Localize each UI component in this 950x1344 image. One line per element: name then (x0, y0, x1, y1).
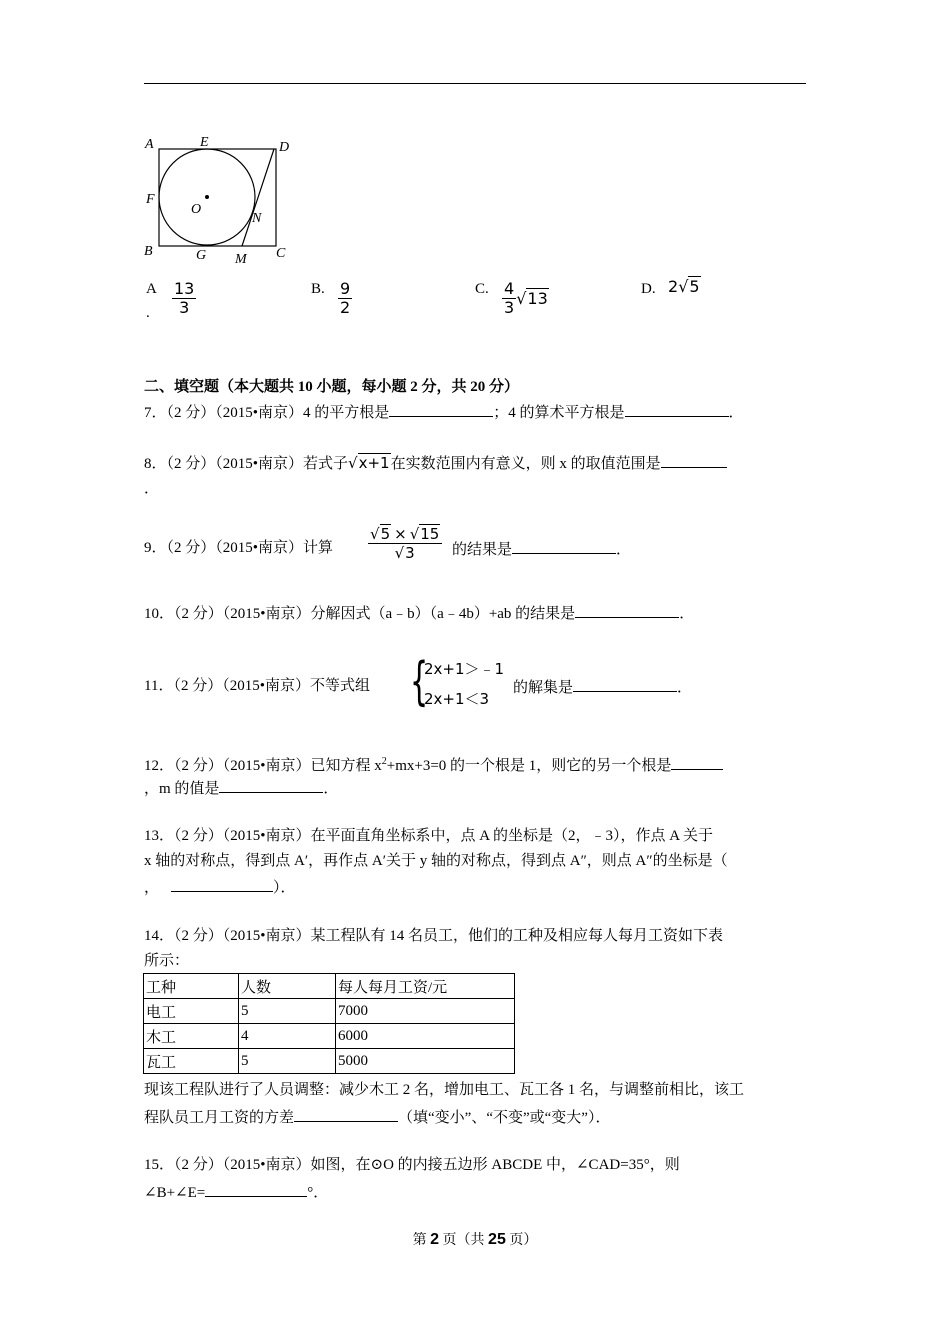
wage-table (143, 973, 515, 1074)
label-o: O (191, 202, 202, 217)
q9-text-b: 的结果是 (452, 542, 513, 558)
option-b[interactable] (311, 279, 325, 299)
table-cell: 7000 (336, 999, 515, 1024)
question-11 (144, 676, 370, 696)
footer-pre: 第 (412, 1233, 431, 1248)
q13-blank[interactable] (171, 876, 273, 892)
option-d-expr (668, 277, 701, 296)
label-e: E (200, 135, 209, 150)
q11-text-b: 的解集是 (513, 680, 574, 696)
table-header-row (144, 974, 515, 999)
q10-text-a: 10．（2 分）（2015•南京）分解因式（a﹣b）（a﹣4b）+ab 的结果是 (144, 606, 576, 622)
table-row (144, 1049, 515, 1074)
option-a-fraction (172, 280, 196, 317)
table-row (144, 999, 515, 1024)
q15-blank[interactable] (205, 1181, 307, 1197)
q12-sup: 2 (381, 756, 387, 767)
option-a-den: 3 (179, 298, 190, 317)
option-d[interactable] (641, 279, 656, 299)
q15-line2-b: °． (307, 1185, 329, 1201)
option-a-dot: . (146, 305, 150, 321)
option-b-letter: B. (311, 281, 325, 297)
footer-total-pages: 25 (488, 1231, 506, 1248)
q9-end: ． (616, 542, 632, 558)
option-c-num: 4 (504, 279, 515, 298)
q8-text-a: 8．（2 分）（2015•南京）若式子 (144, 456, 349, 472)
label-m: M (235, 252, 247, 267)
table-header: 工种 (144, 974, 239, 999)
option-a-num: 13 (174, 279, 195, 298)
table-cell: 5 (239, 1049, 336, 1074)
center-point-o (205, 195, 209, 199)
option-d-letter: D. (641, 281, 656, 297)
label-a: A (145, 137, 154, 152)
label-f: F (146, 192, 155, 207)
label-g: G (196, 248, 207, 263)
q11-rest (513, 676, 692, 698)
table-cell: 5000 (336, 1049, 515, 1074)
question-14-line1: 14．（2 分）（2015•南京）某工程队有 14 名员工，他们的工种及相应每人每月工资如下表 (144, 928, 724, 944)
question-9 (144, 538, 333, 558)
q10-end: ． (679, 606, 695, 622)
q11-text-a: 11．（2 分）（2015•南京）不等式组 (144, 678, 370, 694)
question-15-line2 (144, 1181, 328, 1203)
q14-after2-a: 程队员工月工资的方差 (144, 1110, 295, 1126)
question-14-after2 (144, 1106, 610, 1128)
question-12 (144, 752, 723, 776)
option-c-letter: C. (475, 281, 489, 297)
section-title: 二、填空题（本大题共 10 小题，每小题 2 分，共 20 分） (144, 379, 520, 395)
label-d: D (279, 140, 290, 155)
q9-blank[interactable] (512, 538, 616, 554)
question-13-line2: x 轴的对称点，得到点 A′，再作点 A′关于 y 轴的对称点，得到点 A″，则点 A″的坐标是（ (144, 853, 728, 869)
q14-blank[interactable] (294, 1106, 398, 1122)
question-12-line2 (144, 777, 338, 799)
option-d-coef: 2 (668, 277, 679, 296)
table-cell: 6000 (336, 1024, 515, 1049)
geometry-figure (140, 130, 300, 270)
q14-after2-b: （填“变小”、“不变”或“变大”）． (398, 1110, 611, 1126)
table-cell: 4 (239, 1024, 336, 1049)
q7-text-b: ；4 的算术平方根是 (493, 405, 625, 421)
option-a-letter: A (146, 281, 157, 297)
footer-page-number: 2 (430, 1231, 440, 1248)
q7-end: ． (728, 405, 744, 421)
q10-blank[interactable] (575, 602, 679, 618)
q8-sqrt: √x+1 (348, 454, 390, 472)
q13-line3-a: ， (144, 880, 160, 896)
question-15-line1: 15．（2 分）（2015•南京）如图，在⊙O 的内接五边形 ABCDE 中，∠CAD=35°，则 (144, 1157, 680, 1173)
q9-text-a: 9．（2 分）（2015•南京）计算 (144, 540, 334, 556)
question-13-line3 (144, 876, 296, 898)
label-c: C (276, 246, 286, 261)
table-cell: 瓦工 (144, 1049, 239, 1074)
option-c-sqrt: √13 (516, 289, 548, 308)
label-n: N (252, 211, 262, 226)
q11-blank[interactable] (573, 676, 677, 692)
q7-blank-2[interactable] (625, 401, 729, 417)
q12-blank-2[interactable] (219, 777, 323, 793)
question-14-after1: 现该工程队进行了人员调整：减少木工 2 名，增加电工、瓦工各 1 名，与调整前相比，该工 (144, 1082, 745, 1098)
q8-text-b: 在实数范围内有意义，则 x 的取值范围是 (390, 456, 661, 472)
q11-line2: 2x+1＜3 (424, 690, 490, 708)
q9-fraction: $\frac{√5 \times √15}{√3}$ (368, 525, 442, 562)
option-c[interactable] (475, 279, 489, 299)
footer-mid: 页（共 (439, 1233, 489, 1248)
q13-line3-b: ）． (273, 880, 296, 896)
q12-line2-a: ，m 的值是 (144, 781, 220, 797)
q12-text-b: +mx+3=0 的一个根是 1，则它的另一个根是 (386, 758, 672, 774)
table-header: 每人每月工资/元 (336, 974, 515, 999)
option-c-den: 3 (504, 298, 515, 317)
q11-brace: { (410, 652, 429, 712)
question-13-line1: 13．（2 分）（2015•南京）在平面直角坐标系中，点 A 的坐标是（2，﹣3），作点 A 关于 (144, 828, 714, 844)
label-b: B (144, 244, 153, 259)
option-b-den: 2 (340, 298, 351, 317)
q8-blank[interactable] (661, 452, 727, 468)
table-cell: 电工 (144, 999, 239, 1024)
page-footer (0, 1230, 950, 1251)
segment-dm (242, 149, 274, 246)
q7-blank-1[interactable] (389, 401, 493, 417)
question-8 (144, 452, 727, 474)
footer-post: 页） (505, 1233, 538, 1248)
q12-blank-1[interactable] (671, 754, 723, 770)
q12-end: ． (323, 781, 339, 797)
option-a[interactable] (146, 279, 157, 299)
table-row (144, 1024, 515, 1049)
q12-text-a: 12．（2 分）（2015•南京）已知方程 x (144, 758, 382, 774)
q15-line2-a: ∠B+∠E= (144, 1185, 206, 1201)
question-10 (144, 602, 694, 624)
table-cell: 木工 (144, 1024, 239, 1049)
q11-line1: 2x+1＞﹣1 (424, 660, 505, 678)
option-b-fraction (338, 280, 352, 317)
q7-text-a: 7．（2 分）（2015•南京）4 的平方根是 (144, 405, 390, 421)
table-cell: 5 (239, 999, 336, 1024)
option-c-expr (502, 280, 549, 317)
option-b-num: 9 (340, 279, 351, 298)
q9-rest (452, 538, 631, 560)
question-7 (144, 401, 744, 423)
table-header: 人数 (239, 974, 336, 999)
option-d-sqrt: √5 (678, 277, 700, 296)
question-14-line2: 所示： (144, 953, 190, 969)
header-rule (144, 83, 806, 84)
q8-end: ． (144, 481, 160, 497)
q11-end: ． (677, 680, 693, 696)
